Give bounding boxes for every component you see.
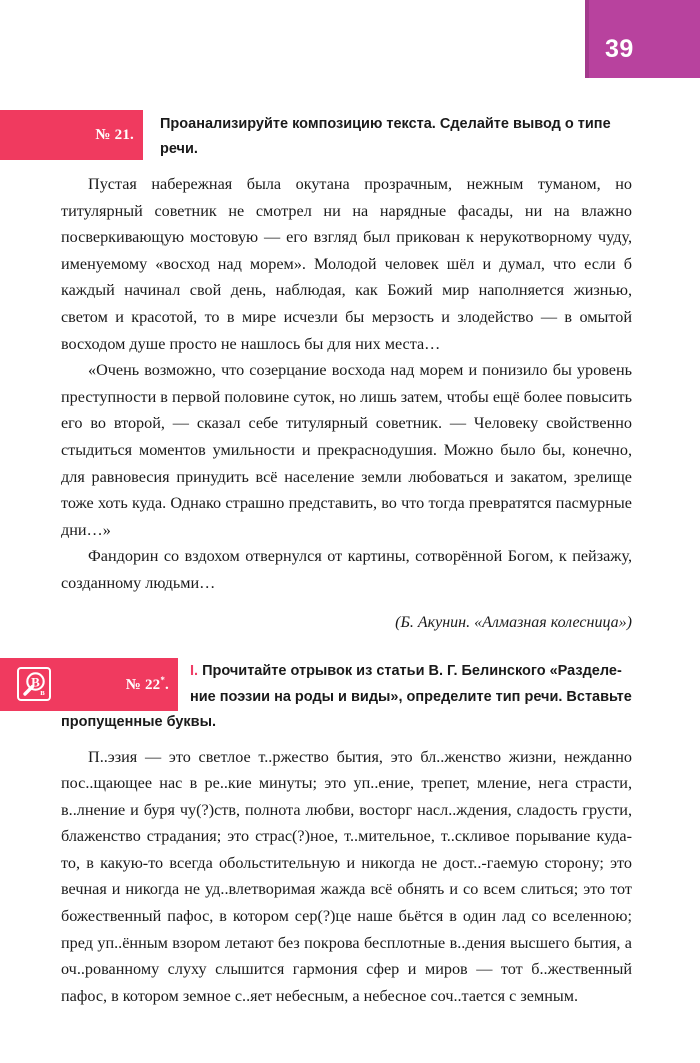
page-number: 39 [605, 34, 634, 63]
exercise-21-attribution: (Б. Акунин. «Алмазная колесница») [395, 613, 632, 631]
svg-text:в: в [40, 687, 45, 697]
exercise-21-heading: Проанализируйте композицию текста. Сделайте вывод о типе речи. [160, 116, 611, 157]
exercise-22-heading-line-3: пропущенные буквы. [61, 713, 216, 730]
exercise-22-roman-marker: I. [190, 662, 199, 679]
exercise-22-badge [0, 658, 178, 711]
exercise-21-badge [0, 110, 143, 160]
exercise-22-heading-line-2: ние поэзии на роды и виды», определите тип речи. Вставьте [190, 688, 632, 705]
exercise-22-heading-line-1 [190, 658, 636, 684]
exercise-21-number: № 21. [95, 126, 134, 143]
exercise-22-heading-text-1: Прочитайте отрывок из статьи В. Г. Белинского «Разделе- [202, 662, 622, 679]
exercise-21-paragraph-1: Пустая набережная была окутана прозрачным, нежным туманом, но титулярный советник не смотрел ни на нарядные фасады, ни на влажно посверкивающую мостовую — его взгляд был прикован к нерукотворному чуду, именуемому «восход над морем». Молодой человек шёл и думал, что если б каждый начинал свой день, наблюдая, как Божий мир наполняется жизнью, светом и красотой, то в мире исчезли бы мерзость и злодейство — в омытой восходом душе просто не нашлось бы для них места… [61, 175, 632, 353]
exercise-22-number-period: . [165, 676, 169, 693]
exercise-21 [0, 110, 700, 632]
exercise-21-paragraph-2: «Очень возможно, что созерцание восхода над морем и понизило бы уровень преступности в первой половине суток, но лишь затем, чтобы ещё более повысить его во второй, — сказал себе титулярный советник. — Человеку свойственно стыдиться моментов умильности и прекраснодушия. Можно было бы, конечно, для равновесия принудить всё население земли любоваться и закатом, зрелище тоже хоть куда. Однако страшно представить, во что тогда превратятся пасмурные дни…» [61, 361, 632, 539]
exercise-21-paragraph-3: Фандорин со вздохом отвернулся от картины, сотворённой Богом, к пейзажу, созданному людьми… [61, 547, 632, 592]
svg-text:В: В [31, 674, 40, 690]
exercise-22-number [126, 675, 178, 694]
exercise-22-star: * [160, 674, 166, 685]
magnifier-letter-icon [17, 667, 51, 701]
exercise-22-number-text: № 22 [125, 676, 161, 693]
exercise-22 [0, 658, 700, 1010]
exercise-22-paragraph-1: П..эзия — это светлое т..ржество бытия, это бл..женство жизни, нежданно пос..щающее нас в ре..кие минуты; это уп..ение, трепет, мление, нега страсти, в..лнение и буря чу(?)ств, полнота любви, восторг насл..ждения, сладость грусти, блаженство страдания; это страс(?)ное, т..мительное, т..скливое порывание куда-то, в какую-то всегда обольстительную и никогда не дост..-гаемую сторону; это вечная и никогда не уд..влетворимая жажда всё обнять и со всем слиться; это тот божественный пафос, в котором сер(?)це наше бьётся в один лад со вселенною; пред уп..ённым взором летают без покрова бесплотные в..дения высшего бытия, а оч..рованному слуху слышится гармония сфер и миров — тот б..жественный пафос, в котором земное с..яет небесным, а небесное соч..тается с земным. [61, 747, 632, 1005]
